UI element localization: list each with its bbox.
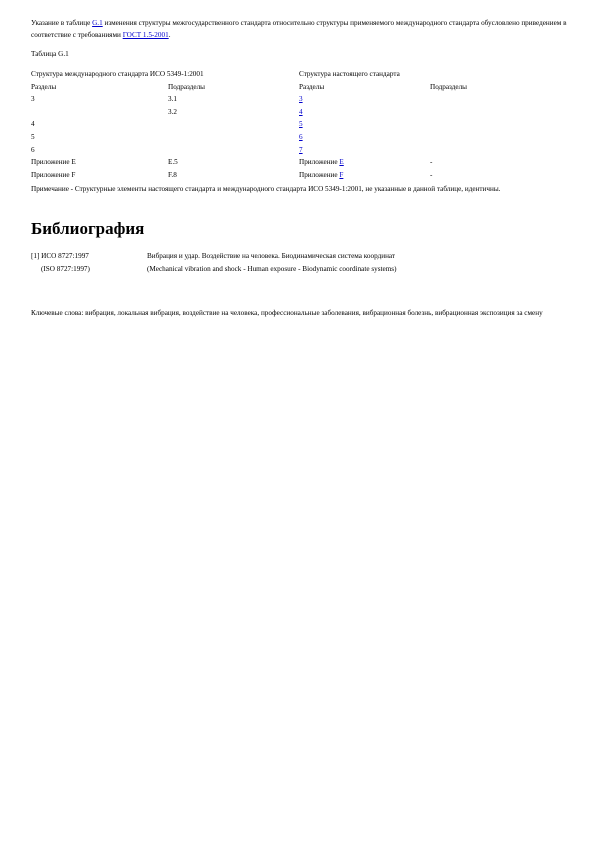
cell: Приложение E <box>31 158 76 167</box>
cell <box>299 171 430 184</box>
subheader-subsections-left: Подразделы <box>168 82 205 91</box>
cell <box>430 120 571 133</box>
list-item <box>31 252 571 265</box>
table-row <box>31 146 571 159</box>
cell: 3.2 <box>168 107 177 116</box>
cell: 3.1 <box>168 95 177 104</box>
cell: 3 <box>31 95 35 104</box>
appendix-prefix: Приложение <box>299 170 340 179</box>
section-link[interactable]: 3 <box>299 95 303 104</box>
section-link[interactable]: 5 <box>299 120 303 129</box>
cell <box>299 108 430 121</box>
table-row <box>31 133 571 146</box>
cell <box>168 146 299 159</box>
cell: - <box>430 170 433 179</box>
intro-text-before: Указание в таблице <box>31 19 93 27</box>
reference-id: [1] ИСО 8727:1997 <box>31 252 89 260</box>
subheader-sections-right: Разделы <box>299 82 325 91</box>
cell <box>299 133 430 146</box>
appendix-prefix: Приложение <box>299 158 340 167</box>
cell <box>299 158 430 171</box>
cell <box>168 133 299 146</box>
cell: 6 <box>31 145 35 154</box>
cell: - <box>430 158 433 167</box>
cell <box>168 120 299 133</box>
cell <box>430 95 571 108</box>
bibliography-list <box>31 252 571 277</box>
reference-id: (ISO 8727:1997) <box>41 264 90 273</box>
reference-title: Вибрация и удар. Воздействие на человека. Биодинамическая система координат <box>147 252 396 260</box>
cell: F.8 <box>168 170 177 179</box>
subheader-subsections-right: Подразделы <box>430 82 467 91</box>
table-subheader-row <box>31 83 571 96</box>
cell: 4 <box>31 120 35 129</box>
intro-paragraph <box>31 18 571 41</box>
table-row <box>31 120 571 133</box>
subheader-sections-left: Разделы <box>31 82 57 91</box>
cell <box>430 133 571 146</box>
intro-text-after: . <box>168 30 171 39</box>
table-label: Таблица G.1 <box>31 50 69 58</box>
cell <box>299 146 430 159</box>
structure-table <box>31 70 571 183</box>
cell: E.5 <box>168 158 178 167</box>
header-national: Структура настоящего стандарта <box>299 70 400 78</box>
table-row <box>31 108 571 121</box>
appendix-link[interactable]: Е <box>339 158 344 167</box>
section-link[interactable]: 7 <box>299 145 303 154</box>
reference-title: (Mechanical vibration and shock - Human exposure - Biodynamic coordinate systems) <box>147 264 397 273</box>
header-international: Структура международного стандарта ИСО 5349-1:2001 <box>31 70 204 78</box>
table-header-row <box>31 70 571 83</box>
cell <box>31 108 168 121</box>
table-note: Примечание - Структурные элементы настоящего стандарта и международного стандарта ИСО 5349-1:2001, не указанные в данной таблице, идентичны. <box>31 185 501 193</box>
section-link[interactable]: 6 <box>299 132 303 141</box>
intro-text-middle: изменения структуры межгосударственного стандарта относительно структуры применяемого международного стандарта обусловлено приведением в соответствие с требованиями <box>31 19 567 39</box>
appendix-link[interactable]: F <box>339 170 344 179</box>
cell <box>430 108 571 121</box>
cell <box>299 120 430 133</box>
table-row <box>31 171 571 184</box>
cell: Приложение F <box>31 170 76 179</box>
cell: 5 <box>31 132 35 141</box>
list-item <box>31 265 571 278</box>
section-link[interactable]: 4 <box>299 107 303 116</box>
cell <box>299 95 430 108</box>
gost-link[interactable]: ГОСТ 1.5-2001 <box>122 30 169 39</box>
bibliography-heading: Библиография <box>31 219 145 238</box>
cell <box>430 146 571 159</box>
table-row <box>31 95 571 108</box>
table-g1-link[interactable]: G.1 <box>92 19 103 27</box>
keywords-paragraph: Ключевые слова: вибрация, локальная вибрация, воздействие на человека, профессиональные заболевания, вибрационная болезнь, вибрационная экспозиция за смену <box>31 309 543 317</box>
table-row <box>31 158 571 171</box>
